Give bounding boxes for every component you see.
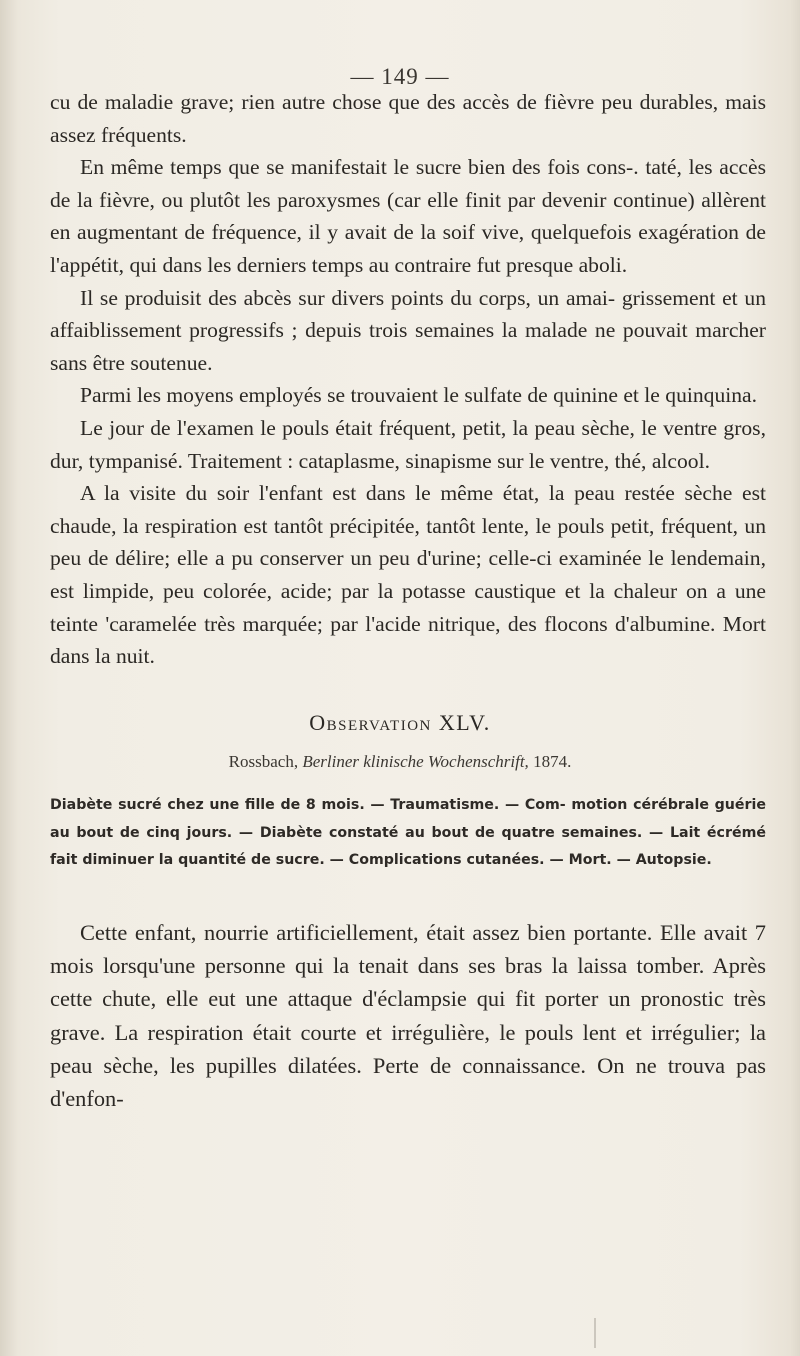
body-text-bottom — [50, 916, 766, 1115]
page-number: — 149 — — [350, 64, 450, 89]
source-author: Rossbach, — [228, 752, 299, 771]
observation-summary: Diabète sucré chez une fille de 8 mois. — Traumatisme. — Com- motion cérébrale guérie au bout de cinq jours. — Diabète constaté au bout de quatre semaines. — Lait écrémé fait diminuer la quantité de sucre. — Complications cutanées. — Mort. — Autopsie. — [50, 797, 766, 868]
paragraph: En même temps que se manifestait le sucre bien des fois cons-. taté, les accès de la fièvre, ou plutôt les paroxysmes (car elle finit par devenir continue) allèrent en augmentant de fréquence, il y avait de la soif vive, quelquefois exagération de l'appétit, qui dans les derniers temps au contraire fut presque aboli. — [50, 155, 766, 277]
observation-title: Observation XLV. — [309, 710, 491, 735]
paragraph: cu de maladie grave; rien autre chose que des accès de fièvre peu durables, mais assez fréquents. — [50, 90, 766, 147]
body-text-top — [50, 86, 766, 673]
paragraph: Il se produisit des abcès sur divers points du corps, un amai- grissement et un affaiblissement progressifs ; depuis trois semaines la malade ne pouvait marcher sans être soutenue. — [50, 285, 766, 375]
paragraph: Parmi les moyens employés se trouvaient le sulfate de quinine et le quinquina. — [80, 383, 758, 408]
observation-source — [0, 752, 800, 772]
source-year: 1874. — [533, 752, 572, 771]
paragraph: Le jour de l'examen le pouls était fréquent, petit, la peau sèche, le ventre gros, dur, tympanisé. Traitement : cataplasme, sinapisme sur le ventre, thé, alcool. — [50, 415, 766, 473]
paper-mark — [594, 1318, 596, 1348]
source-journal: Berliner klinische Wochenschrift, — [302, 752, 529, 771]
paragraph: Cette enfant, nourrie artificiellement, était assez bien portante. Elle avait 7 mois lorsqu'une personne qui la tenait dans ses bras la laissa tomber. Après cette chute, elle eut une attaque d'éclampsie qui fit porter un pronostic très grave. La respiration était courte et irrégulière, le pouls lent et irrégulier; la peau sèche, les pupilles dilatées. Perte de connaissance. On ne trouva pas d'enfon- — [50, 920, 766, 1112]
paragraph: A la visite du soir l'enfant est dans le même état, la peau restée sèche est chaude, la respiration est tantôt précipitée, tantôt lente, le pouls petit, fréquent, un peu de délire; elle a pu conserver un peu d'urine; celle-ci examinée le lendemain, est limpide, peu colorée, acide; par la potasse caustique et la chaleur on a une teinte 'caramelée très marquée; par l'acide nitrique, des flocons d'albumine. Mort dans la nuit. — [50, 481, 766, 669]
